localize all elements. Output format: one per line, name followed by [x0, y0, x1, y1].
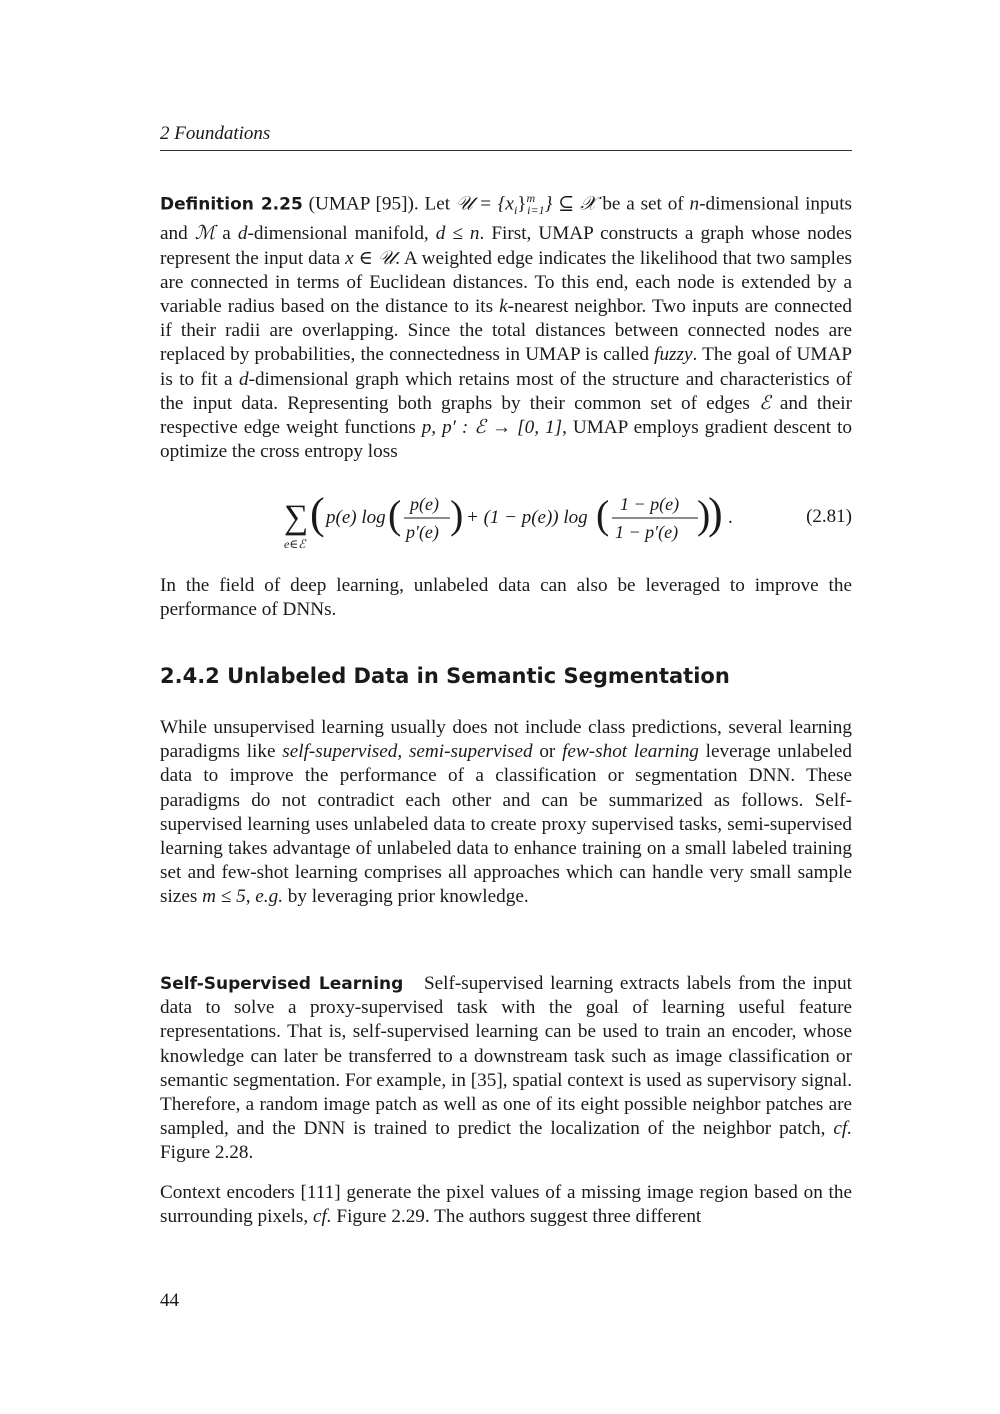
paragraph-title: Self-Supervised Learning	[160, 974, 404, 994]
sum-symbol: ∑	[284, 499, 309, 536]
definition-label: Definition 2.25	[160, 194, 303, 215]
definition-paragraph: Definition 2.25 (UMAP [95]). Let 𝒰 = $\{x_i\}^m_{i=1}$} ⊆ 𝒳 be a set of n-dimensional inputs and ℳ a d-dimensional manifold, d ≤ n. First, UMAP constructs a graph whose nodes represent the input data x ∈ 𝒰. A weighted edge indicates the likelihood that two samples are connected in terms of Euclidean distances. To this end, each node is extended by a variable radius based on the distance to its k-nearest neighbor. Two inputs are connected if their radii are overlapping. Since the total distances between connected nodes are replaced by probabilities, the connectedness in UMAP is called fuzzy. The goal of UMAP is to fit a d-dimensional graph which retains most of the structure and characteristics of the input data. Representing both graphs by their common set of edges ℰ and their respective edge weight functions p, p′ : ℰ → [0, 1], UMAP employs gradient descent to optimize the cross entropy loss	[160, 191, 853, 463]
section-heading: 2.4.2 Unlabeled Data in Semantic Segmentation	[160, 664, 730, 688]
running-header: 2 Foundations	[160, 123, 271, 144]
term-p-log: p(e) log	[326, 507, 386, 528]
header-rule	[160, 150, 852, 151]
section-intro-paragraph: While unsupervised learning usually does not include class predictions, several learning paradigms like self-supervised, semi-supervised or few-shot learning leverage unlabeled data to improve the performance of a classification or segmentation DNN. These paradigms do not contradict each other and can be summarized as follows. Self-supervised learning uses unlabeled data to create proxy supervised tasks, semi-supervised learning takes advantage of unlabeled data to enhance training on a small labeled training set and few-shot learning comprises all approaches which can handle very small sample sizes m ≤ 5, e.g. by leveraging prior knowledge.	[160, 717, 853, 908]
term-middle: + (1 − p(e)) log	[466, 507, 588, 528]
equation-number: (2.81)	[806, 506, 852, 527]
frac1-numerator: p(e)	[410, 494, 439, 514]
inner-paren-right-1: )	[450, 492, 464, 537]
frac1-denominator: p′(e)	[406, 522, 439, 542]
after-equation-paragraph: In the field of deep learning, unlabeled data can also be leveraged to improve the performance of DNNs.	[160, 575, 852, 621]
self-supervised-paragraph: Self-Supervised Learning Self-supervised learning extracts labels from the input data to solve a proxy-supervised task with the goal of learning useful feature representations. That is, self-supervised learning can be used to train an encoder, whose knowledge can later be transferred to a downstream task such as image classification or semantic segmentation. For example, in [35], spatial context is used as supervisory signal. Therefore, a random image patch as well as one of its eight possible neighbor patches are sampled, and the DNN is trained to predict the localization of the neighbor patch, cf. Figure 2.28.	[160, 973, 853, 1164]
context-encoders-paragraph: Context encoders [111] generate the pixel values of a missing image region based on the surrounding pixels, cf. Figure 2.29. The authors suggest three different	[160, 1182, 852, 1228]
equation-period: .	[728, 507, 733, 528]
frac2-numerator: 1 − p(e)	[620, 494, 680, 514]
frac2-denominator: 1 − p′(e)	[615, 522, 679, 542]
definition-cite: (UMAP [95]).	[308, 193, 419, 215]
sum-subscript: e∈ℰ	[284, 537, 306, 551]
inner-paren-left-1: (	[388, 492, 402, 537]
equation-figure	[160, 488, 780, 554]
outer-paren-right: )	[708, 489, 723, 538]
inner-paren-left-2: (	[596, 492, 610, 537]
equation-2-81	[160, 488, 852, 554]
outer-paren-left: (	[310, 489, 325, 538]
inner-paren-right-2: )	[697, 492, 711, 537]
page-number: 44	[160, 1290, 179, 1311]
